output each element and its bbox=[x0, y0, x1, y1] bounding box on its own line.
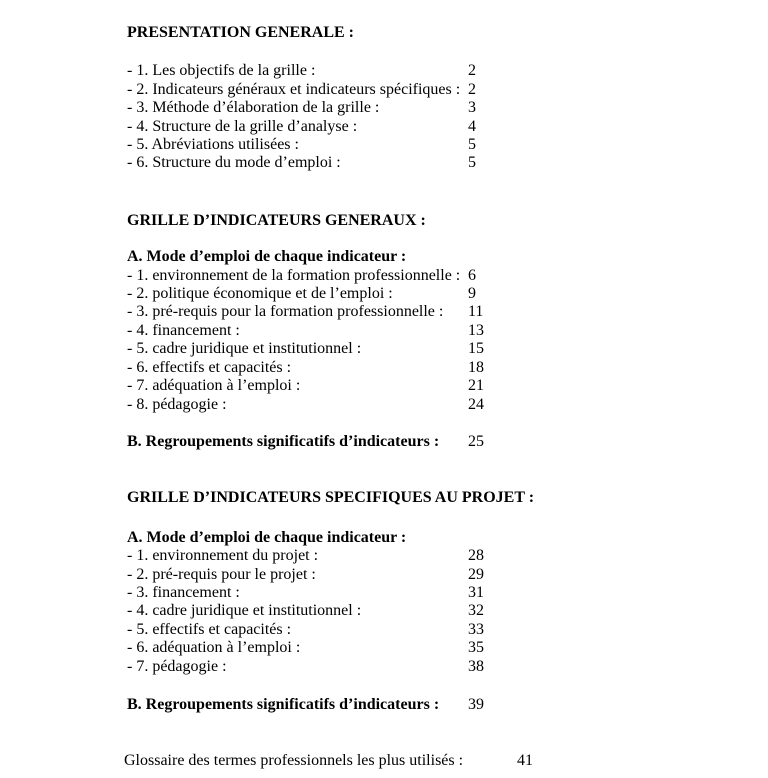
toc-entry bbox=[127, 340, 768, 358]
section-title-indicateurs-generaux: GRILLE D’INDICATEURS GENERAUX : bbox=[127, 211, 426, 229]
entry-page-number: 33 bbox=[468, 620, 484, 638]
toc-entry bbox=[127, 303, 768, 321]
toc-entry bbox=[127, 396, 768, 414]
entry-label: - 2. Indicateurs généraux et indicateurs spécifiques : bbox=[127, 80, 461, 98]
entry-page-number: 18 bbox=[468, 358, 484, 376]
entry-page-number: 13 bbox=[468, 321, 484, 339]
entry-page-number: 41 bbox=[517, 752, 533, 770]
entry-page-number: 4 bbox=[468, 117, 476, 135]
entry-page-number: 31 bbox=[468, 583, 484, 601]
entry-page-number: 3 bbox=[468, 99, 476, 117]
section-title-presentation: PRESENTATION GENERALE : bbox=[127, 24, 354, 41]
entry-page-number: 24 bbox=[468, 395, 484, 413]
toc-entry bbox=[127, 547, 768, 565]
entry-label: - 5. effectifs et capacités : bbox=[127, 620, 292, 638]
entry-label: - 2. politique économique et de l’emploi : bbox=[127, 285, 393, 303]
entry-label: - 6. Structure du mode d’emploi : bbox=[127, 154, 341, 172]
toc-entry bbox=[127, 81, 768, 99]
section-title-indicateurs-specifiques: GRILLE D’INDICATEURS SPECIFIQUES AU PROJET : bbox=[127, 489, 535, 507]
entry-label: - 3. pré-requis pour la formation professionnelle : bbox=[127, 303, 444, 321]
entry-page-number: 21 bbox=[468, 377, 484, 395]
entry-page-number: 9 bbox=[468, 285, 476, 303]
entry-page-number: 35 bbox=[468, 639, 484, 657]
glossary-entry bbox=[124, 752, 768, 770]
entry-label: - 7. adéquation à l’emploi : bbox=[127, 377, 301, 395]
toc-entry bbox=[127, 285, 768, 303]
entry-label: - 6. effectifs et capacités : bbox=[127, 358, 292, 376]
entry-label: - 7. pédagogie : bbox=[127, 657, 227, 675]
toc-entry bbox=[127, 639, 768, 657]
entry-label: - 8. pédagogie : bbox=[127, 395, 227, 413]
entry-label: - 2. pré-requis pour le projet : bbox=[127, 565, 316, 583]
subsection-a-heading: A. Mode d’emploi de chaque indicateur : bbox=[127, 248, 407, 266]
toc-entries-presentation bbox=[127, 62, 768, 172]
entry-label: - 6. adéquation à l’emploi : bbox=[127, 639, 301, 657]
entry-label: - 3. Méthode d’élaboration de la grille : bbox=[127, 99, 380, 117]
entry-page-number: 38 bbox=[468, 657, 484, 675]
entry-label: - 4. cadre juridique et institutionnel : bbox=[127, 602, 362, 620]
toc-entry bbox=[127, 99, 768, 117]
entry-page-number: 32 bbox=[468, 602, 484, 620]
toc-entry bbox=[127, 584, 768, 602]
toc-entry bbox=[127, 602, 768, 620]
entry-label: - 4. financement : bbox=[127, 321, 240, 339]
entry-page-number: 5 bbox=[468, 136, 476, 154]
entry-page-number: 6 bbox=[468, 266, 476, 284]
subsection-b-entry bbox=[127, 433, 768, 451]
toc-entry bbox=[127, 377, 768, 395]
entry-label: - 4. Structure de la grille d’analyse : bbox=[127, 117, 358, 135]
toc-entry bbox=[127, 154, 768, 172]
toc-entry bbox=[127, 322, 768, 340]
entry-label: - 5. Abréviations utilisées : bbox=[127, 136, 299, 154]
entry-page-number: 11 bbox=[468, 303, 484, 321]
toc-entry bbox=[127, 621, 768, 639]
entry-label: - 1. environnement de la formation professionnelle : bbox=[127, 266, 461, 284]
entry-page-number: 15 bbox=[468, 340, 484, 358]
entry-page-number: 39 bbox=[468, 695, 484, 713]
entry-page-number: 2 bbox=[468, 80, 476, 98]
entry-page-number: 28 bbox=[468, 547, 484, 565]
entry-page-number: 5 bbox=[468, 154, 476, 172]
entry-label: B. Regroupements significatifs d’indicateurs : bbox=[127, 432, 440, 450]
entry-label: - 1. Les objectifs de la grille : bbox=[127, 62, 316, 80]
toc-entry bbox=[127, 118, 768, 136]
subsection-a-heading: A. Mode d’emploi de chaque indicateur : bbox=[127, 528, 407, 546]
subsection-b-entry bbox=[127, 696, 768, 714]
toc-entry bbox=[127, 359, 768, 377]
toc-entry bbox=[127, 658, 768, 676]
toc-entry bbox=[127, 136, 768, 154]
entry-page-number: 25 bbox=[468, 432, 484, 450]
toc-entry bbox=[127, 267, 768, 285]
entry-page-number: 2 bbox=[468, 62, 476, 80]
toc-entries-specifiques bbox=[127, 547, 768, 676]
entry-label: - 1. environnement du projet : bbox=[127, 547, 319, 565]
toc-entries-generaux bbox=[127, 267, 768, 414]
entry-label: - 5. cadre juridique et institutionnel : bbox=[127, 340, 362, 358]
entry-label: B. Regroupements significatifs d’indicateurs : bbox=[127, 695, 440, 713]
entry-label: - 3. financement : bbox=[127, 583, 240, 601]
entry-page-number: 29 bbox=[468, 565, 484, 583]
toc-entry bbox=[127, 62, 768, 80]
entry-label: Glossaire des termes professionnels les plus utilisés : bbox=[124, 752, 464, 770]
toc-entry bbox=[127, 566, 768, 584]
